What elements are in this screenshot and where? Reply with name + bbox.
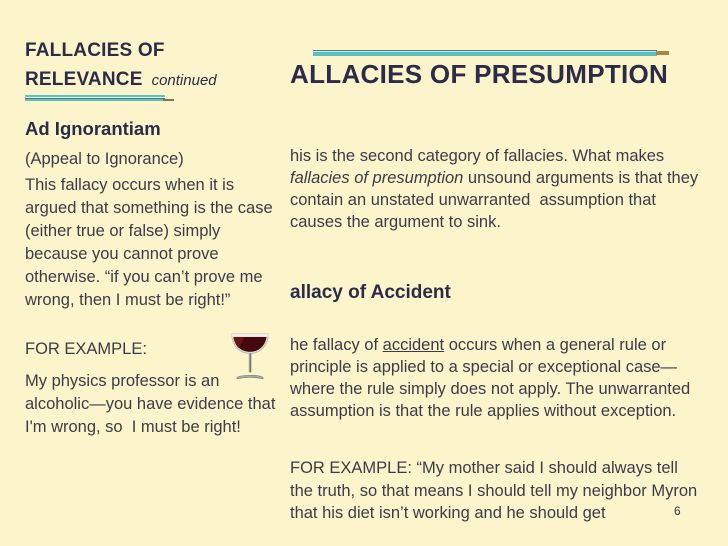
accident-paragraph bbox=[290, 334, 702, 422]
left-example-label: FOR EXAMPLE: bbox=[25, 340, 147, 358]
accident-text-underlined: accident bbox=[382, 336, 445, 354]
fallacy-of-accident-heading: allacy of Accident bbox=[290, 282, 451, 303]
page-number: 6 bbox=[674, 504, 681, 518]
left-body-paragraph: This fallacy occurs when it is argued that something is the case (either true or false) simply because you cannot prove otherwise. “if you can’t prove me wrong, then I must be right!” bbox=[25, 176, 278, 309]
left-title-line1: FALLACIES OF bbox=[25, 40, 165, 61]
accident-text-post: occurs when a general rule or principle is applied to a special or exceptional case—where the rule simply does not apply. The unwarranted assumption is that the rule applies without exception. bbox=[290, 336, 695, 420]
appeal-to-ignorance-subheading: (Appeal to Ignorance) bbox=[25, 150, 184, 168]
right-example-paragraph: FOR EXAMPLE: “My mother said I should always tell the truth, so that means I should tell my neighbor Myron that his diet isn’t working and he should get bbox=[290, 459, 702, 522]
accident-text-pre: he fallacy of bbox=[290, 336, 383, 354]
wine-glass-icon bbox=[230, 332, 270, 382]
teal-overline-rule bbox=[313, 50, 657, 56]
left-title bbox=[25, 36, 283, 95]
intro-text-pre: his is the second category of fallacies. What makes bbox=[290, 147, 669, 165]
ad-ignorantiam-heading: Ad Ignorantiam bbox=[25, 118, 161, 139]
left-title-continued: continued bbox=[151, 72, 217, 89]
teal-underline-rule bbox=[25, 95, 165, 102]
left-example-paragraph: My physics professor is an alcoholic—you have evidence that I'm wrong, so I must be right! bbox=[25, 372, 281, 436]
presumption-title: ALLACIES OF PRESUMPTION bbox=[290, 59, 669, 89]
left-title-line2: RELEVANCE bbox=[25, 69, 143, 90]
right-column bbox=[290, 50, 702, 525]
intro-text-italic: fallacies of presumption bbox=[290, 169, 464, 187]
intro-text-post: unsound arguments is that they contain an unstated unwarranted assumption that causes the argument to sink. bbox=[290, 169, 703, 231]
presumption-intro-paragraph bbox=[290, 145, 702, 233]
